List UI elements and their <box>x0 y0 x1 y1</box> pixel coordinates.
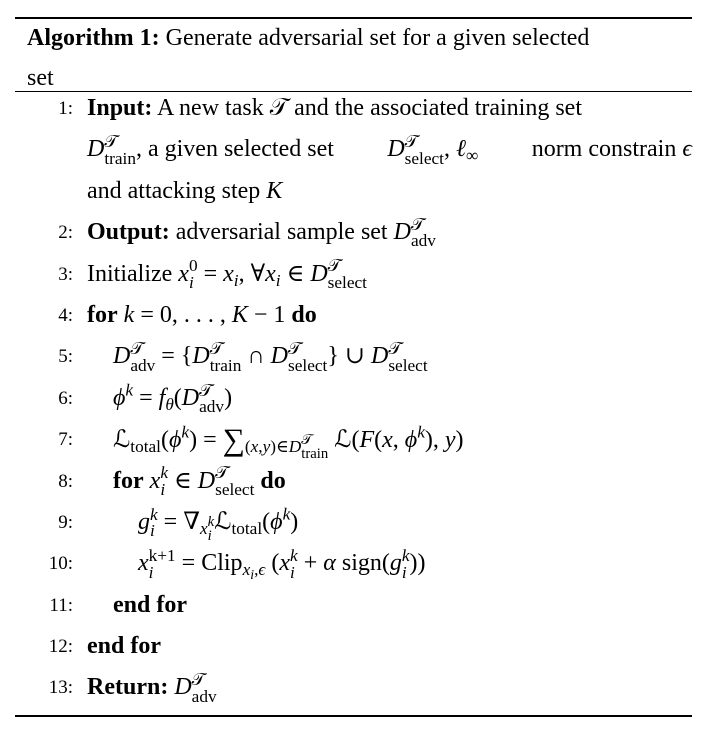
keyword: Algorithm 1: <box>27 25 160 51</box>
text: 𝒯 <box>269 95 289 121</box>
text: train <box>301 446 329 463</box>
superscript <box>181 423 189 442</box>
super-subscript <box>149 548 176 581</box>
text: select <box>327 272 367 292</box>
keyword: for <box>87 301 118 328</box>
subscript <box>242 560 266 583</box>
super-subscript <box>104 134 136 167</box>
text: ∈ <box>167 467 198 494</box>
super-subscript <box>405 134 444 167</box>
algorithm-line <box>15 667 692 708</box>
subscript <box>411 233 436 249</box>
super-subscript <box>130 341 155 374</box>
subscript <box>130 355 156 375</box>
text: 𝒯 <box>327 256 341 276</box>
math-variable: x <box>149 467 161 494</box>
algorithm-line <box>15 254 692 295</box>
line-number: 1: <box>58 98 73 119</box>
text: select <box>388 355 428 375</box>
line-content <box>87 129 692 170</box>
math-variable: x <box>382 427 393 454</box>
text: )∈ <box>270 437 289 457</box>
text: ℒ <box>113 427 131 454</box>
text: ) <box>455 427 464 454</box>
text: train <box>104 148 136 168</box>
algorithm-line <box>15 585 692 626</box>
text: and the associated training set <box>288 95 582 121</box>
subscript <box>231 519 262 538</box>
text: Initialize <box>87 260 179 287</box>
math-variable: g <box>138 508 150 535</box>
math-variable: y <box>444 427 456 454</box>
line-number: 4: <box>58 304 73 326</box>
subscript <box>404 148 444 168</box>
text: select <box>288 355 328 375</box>
line-content <box>138 543 692 584</box>
super-subscript <box>301 434 328 462</box>
subscript <box>288 355 328 375</box>
algorithm-title <box>27 18 677 98</box>
math-variable: ϵ <box>258 560 266 580</box>
text: 𝒯 <box>301 432 313 449</box>
line-number: 2: <box>58 222 73 244</box>
math-variable: F <box>359 427 375 454</box>
math-variable: i <box>160 479 166 499</box>
super-subscript <box>388 341 427 374</box>
text: adversarial sample set <box>169 219 394 246</box>
algorithm-line <box>15 88 692 129</box>
math-variable: ϕ <box>168 427 182 454</box>
subscript <box>191 686 217 706</box>
text: sign( <box>335 550 390 577</box>
math-variable: i <box>188 272 194 292</box>
subscript <box>148 562 176 582</box>
line-number: 12: <box>48 636 73 658</box>
math-variable: i <box>401 562 407 582</box>
text: adv <box>199 396 225 416</box>
text: adv <box>410 231 436 251</box>
super-subscript <box>160 465 168 498</box>
math-variable: D <box>87 136 105 163</box>
super-subscript <box>411 217 436 250</box>
math-variable: D <box>174 674 192 701</box>
superscript <box>125 380 133 399</box>
math-variable: x <box>199 519 208 539</box>
math-variable: θ <box>165 394 174 414</box>
text: A new task <box>152 95 270 121</box>
text: train <box>209 355 242 375</box>
super-subscript <box>402 548 410 581</box>
math-variable: D <box>387 136 405 163</box>
subscript <box>188 272 198 292</box>
subscript <box>466 147 478 166</box>
line-number: 10: <box>48 553 73 575</box>
subscript <box>130 437 161 456</box>
line-number: 8: <box>58 470 73 492</box>
text: set <box>27 65 54 91</box>
text: norm constrain <box>525 136 683 163</box>
math-variable: D <box>113 343 131 370</box>
text: ) <box>224 384 233 411</box>
text: 𝒯 <box>388 339 402 359</box>
text: and attacking step <box>87 177 267 204</box>
super-subscript <box>288 341 327 374</box>
segment <box>387 129 478 170</box>
text: ( <box>160 427 169 454</box>
subscript <box>165 395 173 414</box>
text: ( <box>244 437 251 457</box>
math-variable: x <box>279 550 291 577</box>
subscript <box>327 272 367 292</box>
math-variable: k <box>181 422 190 442</box>
math-variable: k <box>207 514 215 531</box>
line-content <box>113 378 692 419</box>
text: = Clip <box>175 550 243 577</box>
subscript <box>150 523 158 539</box>
text: 𝒯 <box>199 380 213 400</box>
super-subscript <box>328 258 367 291</box>
math-variable: D <box>288 437 302 457</box>
line-content <box>113 419 692 462</box>
math-variable: i <box>275 270 281 290</box>
math-variable: k <box>401 546 410 566</box>
text: 𝒯 <box>404 132 418 152</box>
line-content <box>113 336 692 377</box>
line-content <box>87 171 692 212</box>
super-subscript <box>199 380 225 416</box>
subscript <box>104 148 136 168</box>
subscript <box>209 355 242 375</box>
math-variable: x <box>138 550 149 577</box>
super-subscript <box>215 465 254 498</box>
text: total <box>231 519 263 539</box>
segment <box>87 129 340 170</box>
math-variable: k <box>150 504 158 524</box>
algorithm-line <box>15 212 692 253</box>
text: ∞ <box>465 146 479 166</box>
math-variable: i <box>150 521 155 541</box>
line-content <box>87 626 692 667</box>
text: , ∀ <box>238 260 266 287</box>
line-content <box>113 585 692 626</box>
math-variable: D <box>270 343 289 370</box>
math-variable: x <box>242 560 251 580</box>
math-variable: D <box>310 260 328 287</box>
line-number: 11: <box>49 594 73 616</box>
algorithm-line <box>15 171 692 212</box>
algorithm-line <box>15 129 692 170</box>
line-number: 5: <box>58 346 73 368</box>
math-variable: i <box>250 567 255 583</box>
math-variable: i <box>148 562 154 582</box>
segment <box>526 129 692 170</box>
line-number: 13: <box>48 677 73 699</box>
text: ∩ <box>241 343 271 370</box>
math-variable: ϕ <box>404 427 418 454</box>
math-variable: x <box>178 260 189 287</box>
text: 𝒯 <box>209 339 223 359</box>
text: = ∇ <box>157 508 200 535</box>
math-variable: α <box>323 550 336 577</box>
superscript <box>417 423 425 442</box>
algorithm-line <box>15 378 692 419</box>
text: select <box>404 148 444 168</box>
text: ( <box>374 427 383 454</box>
super-subscript <box>150 504 158 541</box>
subscript <box>244 432 329 463</box>
text: ℒ( <box>328 427 360 454</box>
math-variable: k <box>123 301 135 328</box>
text: 0 <box>188 256 198 276</box>
math-variable: k <box>290 546 298 566</box>
math-variable: ℓ <box>455 136 466 163</box>
text: 𝒯 <box>288 339 302 359</box>
text: , <box>443 136 456 163</box>
keyword: for <box>113 467 144 494</box>
math-variable: y <box>262 437 271 457</box>
keyword: Return: <box>87 674 169 701</box>
algorithm-line <box>15 626 692 667</box>
line-content <box>87 88 692 129</box>
subscript <box>199 514 215 545</box>
text: 𝒯 <box>104 132 118 152</box>
text: Generate adversarial set for a given selected <box>159 25 590 51</box>
text: , <box>254 560 259 580</box>
text: 𝒯 <box>410 215 425 235</box>
line-number: 6: <box>58 387 73 409</box>
text: ( <box>173 384 182 411</box>
line-content <box>87 295 692 336</box>
sum-symbol: ∑ <box>222 422 245 458</box>
keyword: end for <box>87 633 161 660</box>
algorithm-line <box>15 461 692 502</box>
text: )) <box>409 550 426 577</box>
title-line <box>27 18 677 58</box>
text: select <box>215 479 255 499</box>
text: = 0, . . . , <box>134 301 232 328</box>
math-variable: D <box>192 343 210 370</box>
subscript <box>199 396 225 416</box>
text: ) = <box>189 427 223 454</box>
math-variable: ϕ <box>270 508 283 535</box>
super-subscript <box>290 548 298 581</box>
math-variable: D <box>393 219 411 246</box>
math-variable: x <box>223 260 234 287</box>
math-variable: i <box>233 270 239 290</box>
line-content <box>138 502 692 544</box>
text: k+1 <box>148 546 176 566</box>
math-variable: k <box>417 422 425 442</box>
text: 𝒯 <box>215 463 229 483</box>
text: 𝒯 <box>191 670 205 690</box>
math-variable: x <box>250 437 259 457</box>
algorithm-line <box>15 336 692 377</box>
text: ), <box>424 427 445 454</box>
math-variable: g <box>389 550 402 577</box>
subscript <box>290 562 298 582</box>
line-number: 3: <box>58 263 73 285</box>
text: 𝒯 <box>130 339 144 359</box>
text: ℒ <box>214 508 232 535</box>
math-variable: f <box>158 384 166 411</box>
text: } ∪ <box>327 343 371 370</box>
line-content <box>113 461 692 502</box>
keyword: do <box>260 467 286 494</box>
math-variable: K <box>231 301 248 328</box>
subscript <box>401 562 410 582</box>
math-variable: D <box>370 343 389 370</box>
algorithm-line <box>15 502 692 543</box>
bottom-rule <box>15 715 692 717</box>
line-content <box>87 212 692 253</box>
super-subscript <box>189 258 198 291</box>
math-variable: K <box>266 177 283 204</box>
text: adv <box>191 686 217 706</box>
math-variable: k <box>125 380 134 400</box>
text: + <box>297 550 324 577</box>
text: total <box>130 437 161 457</box>
algorithm-line <box>15 295 692 336</box>
keyword: end for <box>113 591 187 618</box>
super-subscript <box>192 672 217 705</box>
math-variable: ϵ <box>682 136 692 163</box>
math-variable: ϕ <box>113 384 126 411</box>
text: = <box>133 384 159 411</box>
text: ( <box>265 550 280 577</box>
text: = <box>197 260 224 287</box>
algorithm-body <box>15 88 692 709</box>
subscript <box>215 479 255 499</box>
subscript <box>388 355 428 375</box>
line-number: 7: <box>58 429 73 451</box>
subscript <box>160 479 168 499</box>
algorithm-line <box>15 543 692 584</box>
text: − 1 <box>247 301 292 328</box>
keyword: do <box>291 301 317 328</box>
text: = { <box>155 343 193 370</box>
math-variable: k <box>282 504 291 524</box>
math-variable: x <box>265 260 276 287</box>
keyword: Input: <box>87 95 153 121</box>
math-variable: i <box>207 528 212 545</box>
math-variable: D <box>181 384 200 411</box>
math-variable: k <box>160 463 168 483</box>
super-subscript <box>210 341 242 374</box>
text: adv <box>130 355 156 375</box>
keyword: Output: <box>87 219 170 246</box>
line-content <box>87 254 692 295</box>
text: , a given selected set <box>135 136 340 163</box>
math-variable: i <box>290 562 295 582</box>
line-number: 9: <box>58 511 73 533</box>
algorithm-line <box>15 419 692 463</box>
line-content <box>87 667 692 708</box>
text: ) <box>290 508 299 535</box>
text: ( <box>262 508 271 535</box>
text: ∈ <box>280 260 311 287</box>
math-variable: D <box>197 467 216 494</box>
text: , <box>392 427 405 454</box>
text: , <box>258 437 263 457</box>
